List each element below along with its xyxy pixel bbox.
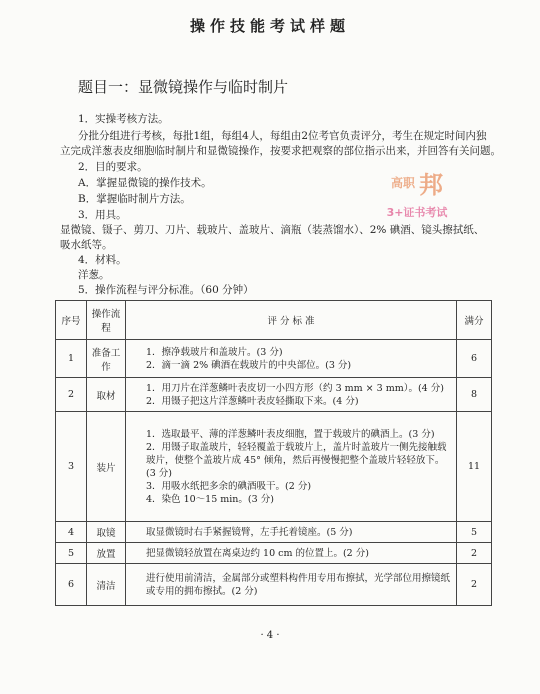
row-score: 2: [457, 564, 492, 606]
table-row: [56, 564, 492, 606]
row-number: 5: [56, 543, 87, 564]
body-line: 洋葱。: [78, 269, 110, 281]
body-line: 4．材料。: [78, 254, 127, 266]
criteria-item: 4．染色 10～15 min。(3 分): [146, 493, 274, 505]
row-step: 准备工作: [87, 340, 126, 378]
watermark-subtitle: 3+证书考试: [386, 206, 448, 219]
table-header-row: [56, 301, 492, 340]
row-criteria: [126, 412, 457, 522]
body-line: 吸水纸等。: [60, 239, 113, 251]
watermark-bang: 邦: [419, 171, 443, 199]
page-header-title: 操作技能考试样题: [189, 17, 350, 35]
table-row: [56, 412, 492, 522]
row-criteria: [126, 340, 457, 378]
criteria-item: 1．用刀片在洋葱鳞叶表皮切一小四方形（约 3 mm × 3 mm）。(4 分): [146, 382, 444, 394]
section-title: 题目一：显微镜操作与临时制片: [78, 78, 289, 96]
row-score: 8: [457, 378, 492, 412]
criteria-item: 1．选取最平、薄的洋葱鳞叶表皮细胞，置于载玻片的碘酒上。(3 分): [146, 428, 435, 440]
row-criteria: [126, 378, 457, 412]
page-number: · 4 ·: [260, 630, 280, 641]
row-number: 4: [56, 522, 87, 543]
col-header-score: 满分: [457, 301, 492, 340]
watermark-brand: 高职: [390, 176, 415, 190]
body-line: 5．操作流程与评分标准。（60 分钟）: [78, 284, 254, 296]
criteria-item: 进行使用前清洁，金属部分或塑料构件用专用布擦拭，光学部位用擦镜纸或专用的拥布擦拭。(2 分): [146, 572, 451, 597]
col-header-no: 序号: [56, 301, 87, 340]
row-criteria: [126, 543, 457, 564]
body-line: A．掌握显微镜的操作技术。: [78, 177, 212, 189]
criteria-item: 1．擦净载玻片和盖玻片。(3 分): [146, 346, 283, 358]
row-number: 2: [56, 378, 87, 412]
row-step: 清洁: [87, 564, 126, 606]
criteria-item: 2．用镊子把这片洋葱鳞叶表皮轻撕取下来。(4 分): [146, 395, 359, 407]
body-line: 1．实操考核方法。: [78, 113, 169, 125]
row-step: 放置: [87, 543, 126, 564]
body-line: B．掌握临时制片方法。: [78, 193, 191, 205]
row-number: 3: [56, 412, 87, 522]
scoring-table: [55, 300, 492, 606]
criteria-item: 取显微镜时右手紧握镜臂，左手托着镜座。(5 分): [146, 526, 353, 538]
table-row: [56, 543, 492, 564]
criteria-item: 把显微镜轻放置在离桌边约 10 cm 的位置上。(2 分): [146, 547, 369, 559]
row-score: 11: [457, 412, 492, 522]
body-line: 分批分组进行考核，每批1组，每组4人，每组由2位考官负责评分，考生在规定时间内独: [78, 130, 487, 142]
col-header-criteria: 评 分 标 准: [126, 301, 457, 340]
row-number: 6: [56, 564, 87, 606]
row-step: 取镜: [87, 522, 126, 543]
body-line: 3．用具。: [78, 209, 127, 221]
row-score: 2: [457, 543, 492, 564]
row-step: 装片: [87, 412, 126, 522]
row-score: 5: [457, 522, 492, 543]
row-criteria: [126, 522, 457, 543]
criteria-item: 2．用镊子取盖玻片，轻轻覆盖于载玻片上，盖片时盖玻片一侧先接触载玻片，使整个盖玻片成 45° 倾角，然后再慢慢把整个盖玻片轻轻放下。(3 分): [146, 441, 447, 479]
watermark-logo: [362, 165, 472, 243]
body-line: 立完成洋葱表皮细胞临时制片和显微镜操作，按要求把观察的部位指示出来，并回答有关问题。: [60, 145, 501, 157]
row-score: 6: [457, 340, 492, 378]
row-number: 1: [56, 340, 87, 378]
table-row: [56, 340, 492, 378]
row-criteria: [126, 564, 457, 606]
col-header-step: 操作流程: [87, 301, 126, 340]
criteria-item: 2．滴一滴 2% 碘酒在载玻片的中央部位。(3 分): [146, 359, 352, 371]
body-line: 显微镜、镊子、剪刀、刀片、载玻片、盖玻片、滴瓶（装蒸馏水）、2% 碘酒、镜头擦拭纸、: [60, 224, 485, 236]
body-line: 2．目的要求。: [78, 161, 148, 173]
table-row: [56, 378, 492, 412]
criteria-item: 3．用吸水纸把多余的碘酒吸干。(2 分): [146, 480, 312, 492]
table-row: [56, 522, 492, 543]
row-step: 取材: [87, 378, 126, 412]
